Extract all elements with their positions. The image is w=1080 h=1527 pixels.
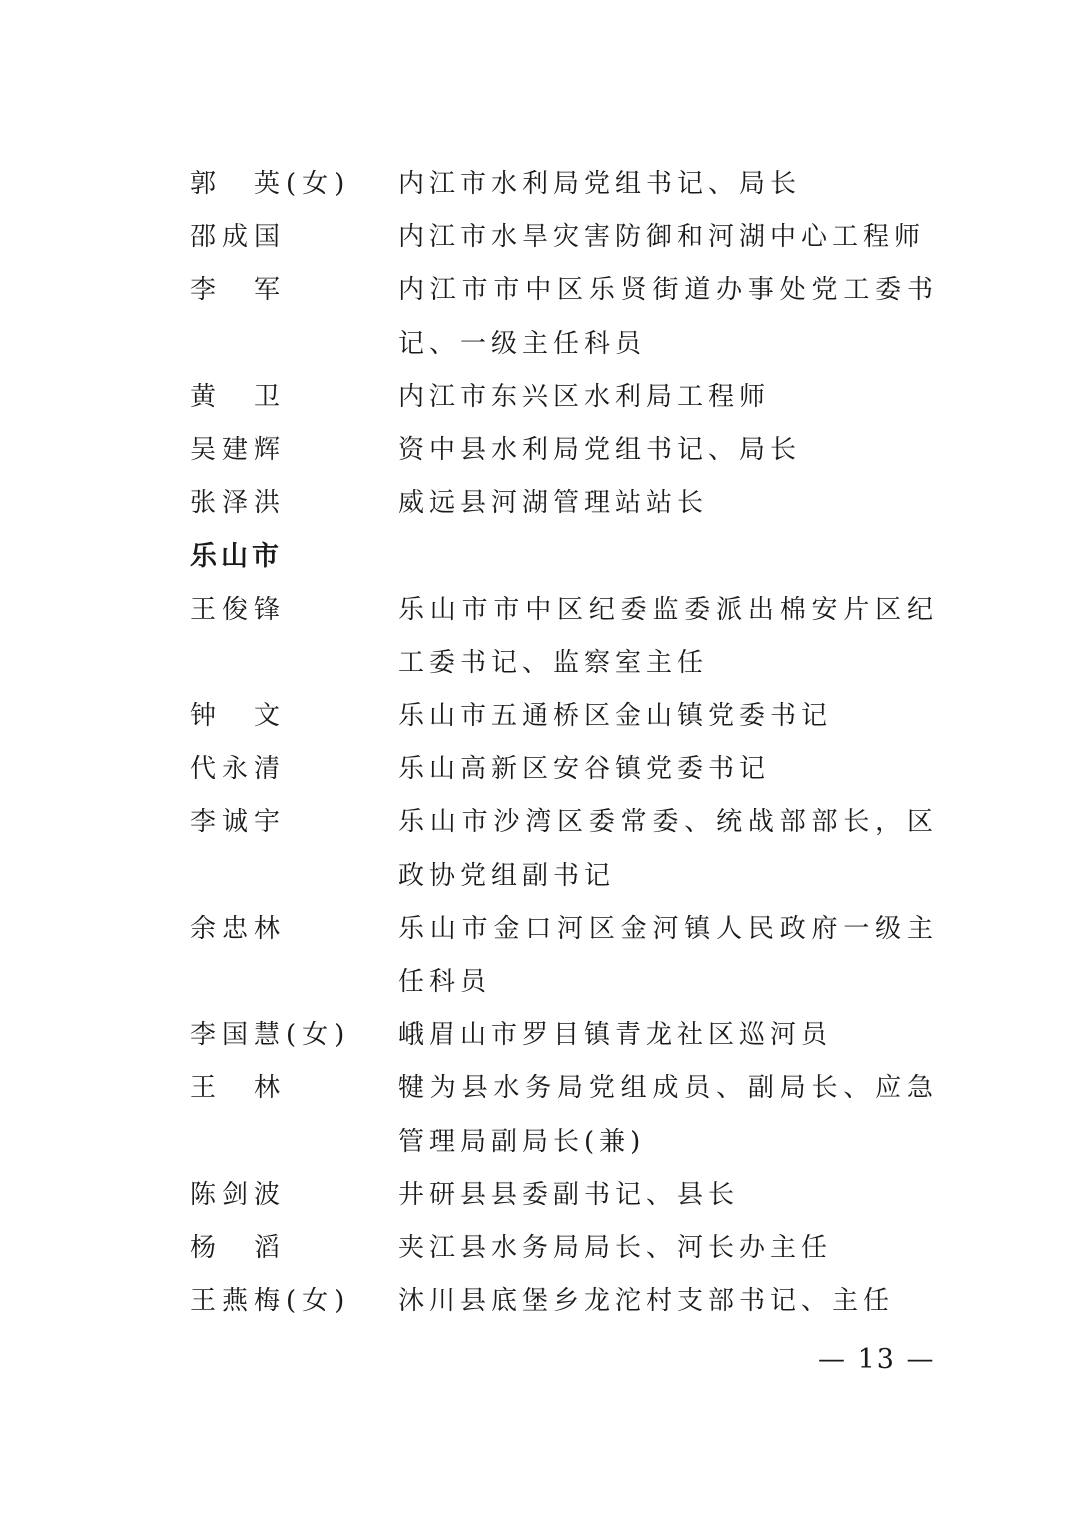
person-name: 张泽洪 [190, 488, 287, 519]
list-item [190, 1169, 950, 1222]
person-name: 李 军 [190, 275, 287, 306]
person-name: 郭 英(女) [190, 169, 351, 199]
list-item [190, 584, 950, 690]
list-item [190, 371, 950, 424]
list-item [190, 211, 950, 264]
person-name: 王燕梅(女) [190, 1286, 351, 1317]
page-number: — 13 — [818, 1344, 936, 1375]
person-name: 余忠林 [190, 913, 287, 944]
person-position: 乐山高新区安谷镇党委书记 [398, 754, 771, 785]
list-item [190, 1062, 950, 1168]
person-position: 内江市水旱灾害防御和河湖中心工程师 [398, 222, 926, 253]
list-item [190, 1222, 950, 1275]
list-item [190, 743, 950, 796]
person-name: 王俊锋 [190, 594, 287, 625]
person-position: 威远县河湖管理站站长 [398, 488, 709, 519]
person-position: 井研县县委副书记、县长 [398, 1179, 740, 1210]
person-name: 黄 卫 [190, 381, 287, 412]
person-name: 陈剑波 [190, 1179, 287, 1210]
list-item [190, 1009, 950, 1062]
person-name: 邵成国 [190, 222, 287, 253]
person-name: 李国慧(女) [190, 1020, 351, 1051]
list-item [190, 158, 950, 211]
person-position: 峨眉山市罗目镇青龙社区巡河员 [398, 1020, 833, 1051]
person-position: 犍为县水务局党组成员、副局长、应急管理局副局长(兼) [398, 1073, 938, 1157]
list-item [190, 690, 950, 743]
person-position: 乐山市市中区纪委监委派出棉安片区纪工委书记、监察室主任 [398, 594, 938, 678]
person-position: 内江市东兴区水利局工程师 [398, 381, 771, 412]
list-item [190, 903, 950, 1009]
personnel-list [190, 158, 950, 1328]
list-item [190, 264, 950, 370]
person-name: 吴建辉 [190, 435, 287, 466]
person-position: 乐山市沙湾区委常委、统战部部长，区政协党组副书记 [398, 807, 938, 891]
person-position: 内江市水利局党组书记、局长 [398, 169, 802, 199]
person-position: 乐山市金口河区金河镇人民政府一级主任科员 [398, 913, 938, 998]
person-name: 钟 文 [190, 701, 287, 732]
section-heading-row [190, 530, 950, 583]
person-name: 杨 滔 [190, 1233, 287, 1264]
list-item [190, 424, 950, 477]
list-item [190, 477, 950, 530]
list-item [190, 796, 950, 902]
person-name: 王 林 [190, 1073, 287, 1104]
person-name: 李诚宇 [190, 807, 287, 838]
section-heading: 乐山市 [190, 541, 283, 573]
person-position: 内江市市中区乐贤街道办事处党工委书记、一级主任科员 [398, 275, 938, 359]
person-name: 代永清 [190, 754, 287, 785]
person-position: 沐川县底堡乡龙沱村支部书记、主任 [398, 1286, 895, 1317]
person-position: 资中县水利局党组书记、局长 [398, 435, 802, 466]
person-position: 乐山市五通桥区金山镇党委书记 [398, 701, 833, 732]
person-position: 夹江县水务局局长、河长办主任 [398, 1233, 833, 1264]
list-item [190, 1275, 950, 1328]
